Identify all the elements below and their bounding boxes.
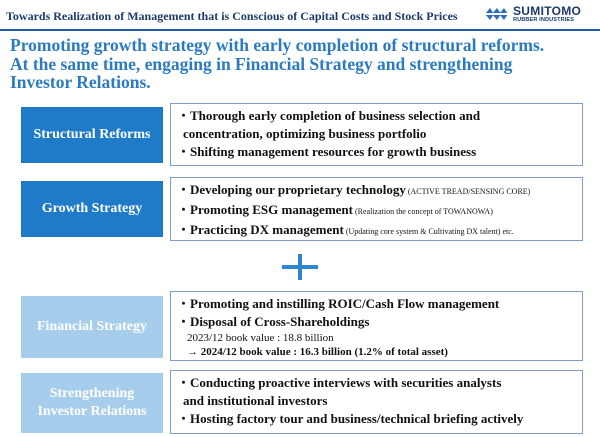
financial-strategy-content [170,291,583,361]
growth-item-2-note: (Realization the concept of TOWANOWA) [352,207,493,216]
company-logo [483,3,598,27]
header-title: Towards Realization of Management that is Conscious of Capital Costs and Stock Prices [6,9,458,23]
growth-item-3-text: ・Practicing DX management [177,222,344,237]
structural-item-1a: ・Thorough early completion of business selection and [177,108,481,123]
headline-line-2: At the same time, engaging in Financial Strategy and strengthening [10,53,513,74]
header-divider [0,29,600,31]
headline-line-1: Promoting growth strategy with early completion of structural reforms. [10,35,545,55]
investor-item-1a: ・Conducting proactive interviews with securities analysts [177,375,502,390]
growth-strategy-content [170,177,583,241]
investor-relations-label-line-2: Investor Relations [37,404,147,419]
financial-item-2: ・Disposal of Cross-Shareholdings [177,314,370,329]
header-bar [0,0,600,30]
structural-reforms-content [170,103,583,166]
headline-line-3: Investor Relations. [10,72,151,92]
investor-item-1b: and institutional investors [183,393,328,408]
growth-item-1-text: ・Developing our proprietary technology [177,182,406,197]
logo-text-sumitomo: SUMITOMO [513,4,582,18]
financial-sub-2: → 2024/12 book value : 16.3 billion (1.2% of total asset) [187,346,448,358]
growth-item-1-note: (ACTIVE TREAD/SENSING CORE) [405,187,531,196]
growth-item-1 [177,181,577,201]
financial-sub-1: 2023/12 book value : 18.8 billion [187,332,334,344]
growth-item-3-note: (Updating core system & Cultivating DX talent) etc. [343,227,514,236]
sumitomo-logo-icon [483,5,509,23]
structural-item-2: ・Shifting management resources for growth business [177,144,477,159]
financial-strategy-label-text: Financial Strategy [36,319,148,334]
growth-strategy-label [21,181,163,237]
financial-item-1: ・Promoting and instilling ROIC/Cash Flow management [177,296,500,311]
logo-text-rubber-industries: RUBBER INDUSTRIES [513,17,575,23]
growth-item-2 [177,201,577,221]
structural-item-1b: concentration, optimizing business portfolio [183,126,427,141]
page-headline [10,36,595,92]
growth-strategy-label-text: Growth Strategy [41,201,143,216]
growth-item-2-text: ・Promoting ESG management [177,202,353,217]
structural-reforms-label-text: Structural Reforms [33,127,151,142]
investor-relations-content [170,370,583,434]
investor-relations-label-line-1: Strengthening [49,386,135,401]
investor-item-2: ・Hosting factory tour and business/technical briefing actively [177,411,524,426]
investor-relations-label [21,373,163,433]
plus-icon [282,254,318,280]
financial-strategy-label [21,296,163,358]
structural-reforms-label [21,107,163,163]
growth-item-3 [177,221,577,241]
